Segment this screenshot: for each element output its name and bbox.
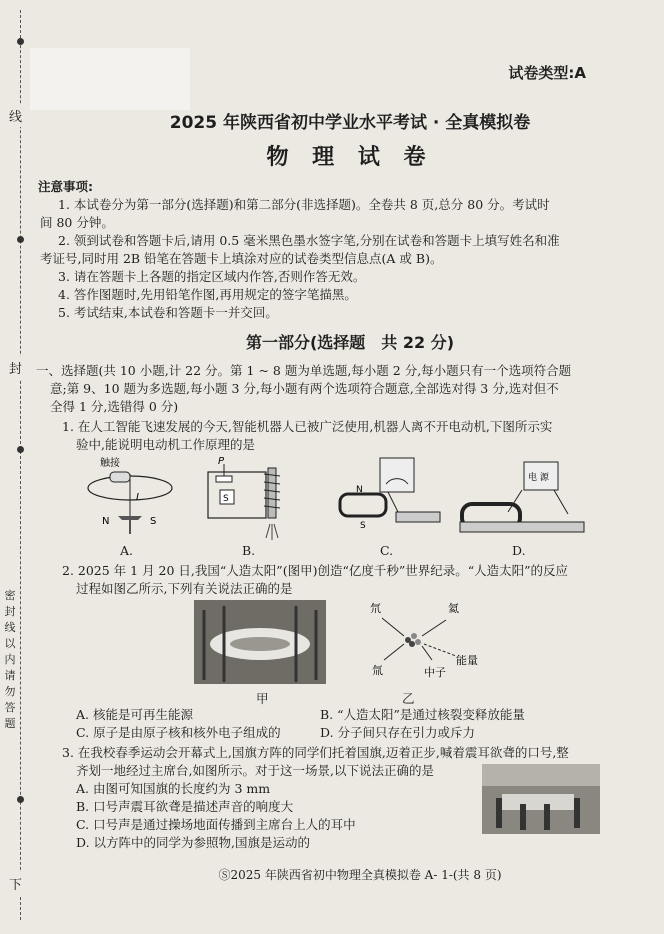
q1-option-b: B. — [242, 543, 256, 558]
notes-item: 4. 答作图题时,先用铅笔作图,再用规定的签字笔描黑。 — [58, 287, 357, 302]
seal-line — [20, 10, 21, 920]
notes-item: 间 80 分钟。 — [40, 215, 114, 230]
q2-option-d: D. 分子间只存在引力或斥力 — [320, 725, 476, 740]
q1-figure-c — [336, 454, 444, 546]
fig-a-label-touch: 触接 — [100, 458, 120, 469]
question-2-stem: 2. 2025 年 1 月 20 日,我国“人造太阳”(图甲)创造“亿度千秒”世界纪录。“人造太阳”的反应 — [62, 563, 569, 578]
q3-option-a: A. 由图可知国旗的长度约为 3 mm — [76, 781, 271, 796]
fusion-diagram — [360, 598, 500, 688]
binding-dot — [17, 796, 24, 803]
page-footer: Ⓢ2025 年陕西省初中物理全真模拟卷 A- 1-(共 8 页) — [218, 868, 502, 882]
fig-a-label-n: N — [102, 516, 110, 527]
figure-caption-b: 乙 — [402, 691, 415, 706]
section-title: 第一部分(选择题 共 22 分) — [245, 333, 455, 352]
fig-c-label-n: N — [356, 485, 363, 495]
notes-item: 1. 本试卷分为第一部分(选择题)和第二部分(非选择题)。全卷共 8 页,总分 80 分。考试时 — [58, 197, 550, 212]
fig-b-label-s: S — [223, 494, 229, 504]
q3-option-c: C. 口号声是通过操场地面传播到主席台上人的耳中 — [76, 817, 356, 832]
binding-dot — [17, 446, 24, 453]
q1-option-a: A. — [120, 543, 134, 558]
paper-sticker — [30, 48, 190, 110]
question-instructions: 意;第 9、10 题为多选题,每小题 3 分,每小题有两个选项符合题意,全部选对得 3 分,选对但不 — [50, 381, 559, 396]
q1-figure-b — [198, 454, 298, 546]
binding-dot — [17, 38, 24, 45]
q1-option-d: D. — [512, 543, 526, 558]
question-3-stem: 3. 在我校春季运动会开幕式上,国旗方阵的同学们托着国旗,迈着正步,喊着震耳欲聋的口号,整 — [62, 745, 569, 760]
q2-option-b: B. “人造太阳”是通过核裂变释放能量 — [320, 707, 525, 722]
exam-subject: 物 理 试 卷 — [266, 145, 434, 170]
paper-type-label: 试卷类型:A — [508, 64, 586, 82]
exam-title: 2025 年陕西省初中学业水平考试 · 全真模拟卷 — [169, 113, 531, 133]
binding-dot — [17, 236, 24, 243]
fig-b-label-p: P — [218, 456, 225, 467]
q1-figure-a — [80, 454, 180, 546]
question-instructions: 一、选择题(共 10 小题,计 22 分。第 1 ~ 8 题为单选题,每小题 2 分,每小题只有一个选项符合题 — [36, 363, 572, 378]
binding-label-seal: 封 — [9, 356, 22, 379]
binding-label-bottom: 下 — [9, 872, 22, 895]
q3-option-d: D. 以方阵中的同学为参照物,国旗是运动的 — [76, 835, 310, 850]
notes-item: 考证号,同时用 2B 铅笔在答题卡上填涂对应的试卷类型信息点(A 或 B)。 — [40, 251, 443, 266]
label-helium: 氦 — [448, 602, 459, 615]
question-2-stem: 过程如图乙所示,下列有关说法正确的是 — [76, 581, 293, 596]
label-energy: 能量 — [456, 654, 478, 667]
notes-item: 3. 请在答题卡上各题的指定区域内作答,否则作答无效。 — [58, 269, 366, 284]
binding-warning-text: 密封线以内请勿答题 — [4, 589, 16, 730]
q2-option-a: A. 核能是可再生能源 — [76, 707, 193, 722]
notes-item: 2. 领到试卷和答题卡后,请用 0.5 毫米黑色墨水签字笔,分别在试卷和答题卡上填写姓名和准 — [58, 233, 560, 248]
fig-a-label-s: S — [150, 516, 157, 527]
binding-label-line: 线 — [9, 104, 22, 127]
label-neutron: 中子 — [424, 666, 446, 679]
flag-parade-photo — [482, 764, 600, 834]
question-1-stem: 1. 在人工智能飞速发展的今天,智能机器人已被广泛使用,机器人离不开电动机,下图所示实 — [62, 419, 553, 434]
q1-option-c: C. — [380, 543, 394, 558]
fig-a-label-current: I — [136, 492, 139, 503]
fig-d-label-power: 电 源 — [528, 473, 549, 483]
notes-heading: 注意事项: — [38, 179, 93, 194]
q2-option-c: C. 原子是由原子核和核外电子组成的 — [76, 725, 281, 740]
q1-figure-d — [458, 454, 588, 546]
binding-margin — [0, 0, 42, 934]
question-instructions: 全得 1 分,选错得 0 分) — [50, 399, 179, 414]
label-deuterium: 氘 — [370, 602, 381, 615]
artificial-sun-photo — [194, 600, 326, 684]
figure-caption-a: 甲 — [256, 691, 269, 706]
label-tritium: 氚 — [372, 664, 383, 677]
q3-option-b: B. 口号声震耳欲聋是描述声音的响度大 — [76, 799, 294, 814]
question-3-stem: 齐划一地经过主席台,如图所示。对于这一场景,以下说法正确的是 — [76, 763, 434, 778]
question-1-stem: 验中,能说明电动机工作原理的是 — [76, 437, 255, 452]
fig-c-label-s: S — [360, 521, 366, 531]
notes-item: 5. 考试结束,本试卷和答题卡一并交回。 — [58, 305, 278, 320]
